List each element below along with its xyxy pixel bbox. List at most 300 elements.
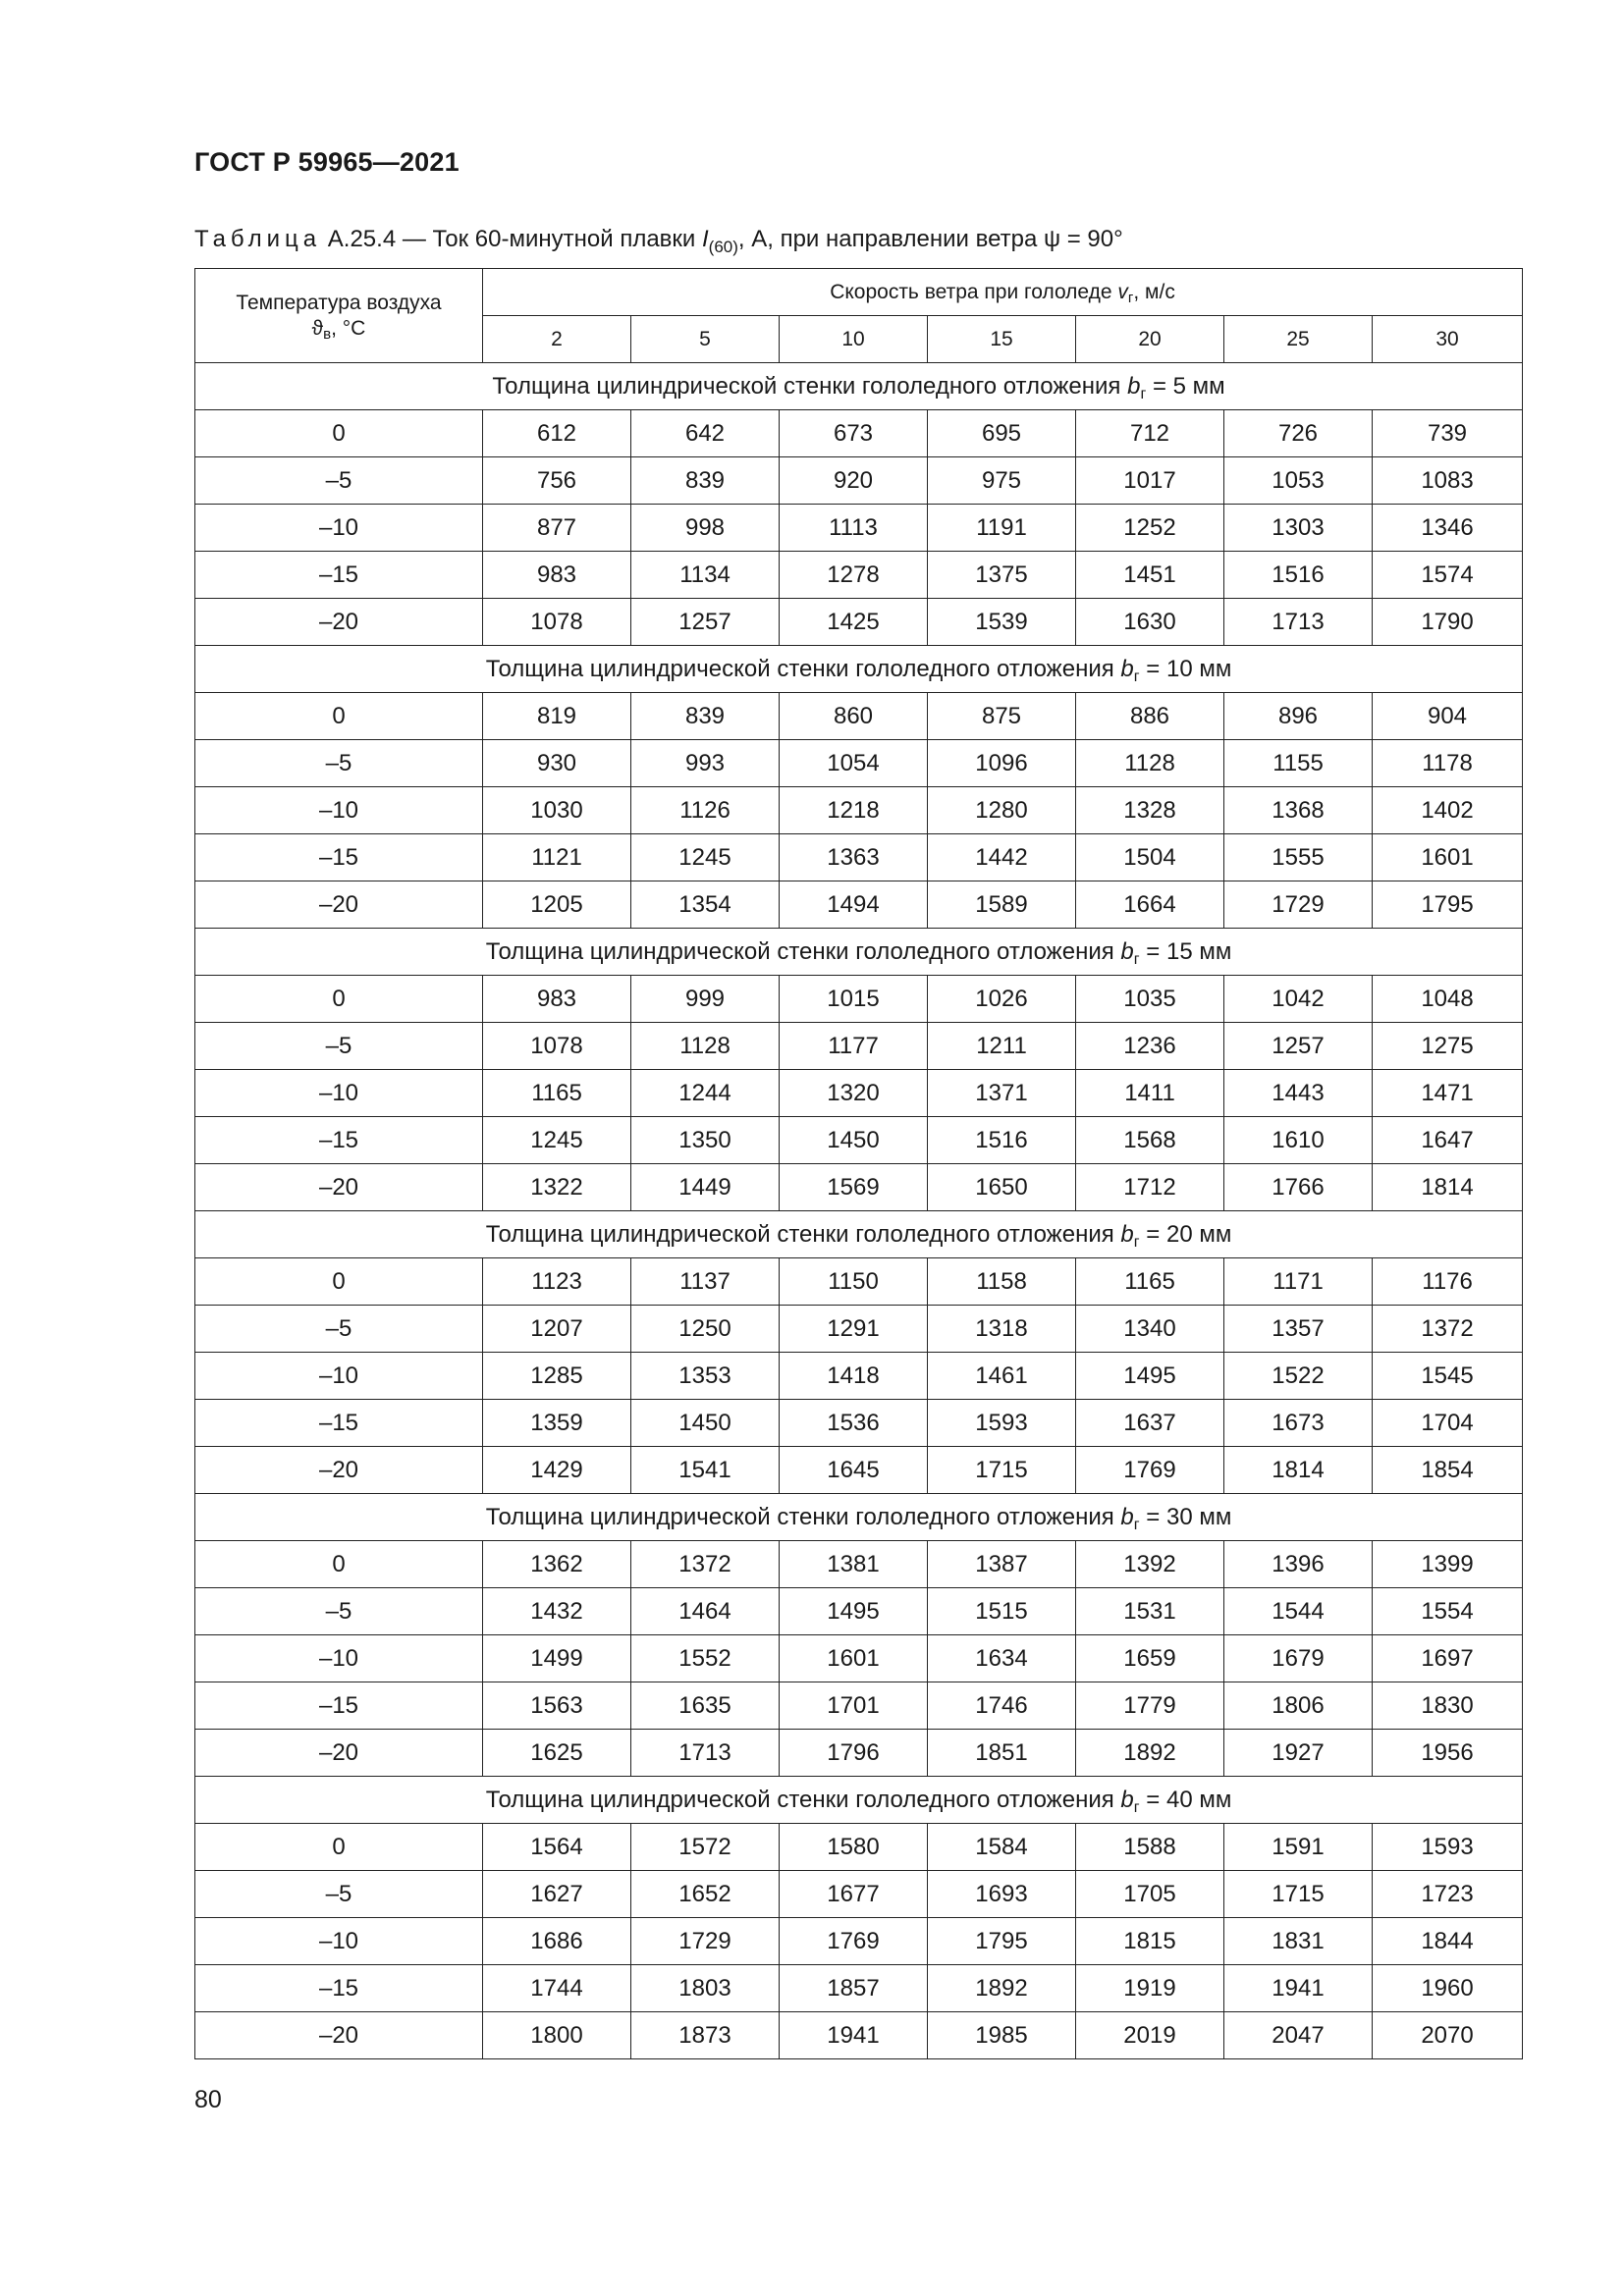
current-value-cell: 673: [780, 410, 928, 457]
current-value-cell: 1150: [780, 1258, 928, 1306]
current-value-cell: 1637: [1076, 1400, 1224, 1447]
section-symbol: b: [1120, 1220, 1134, 1248]
current-value-cell: 1121: [483, 834, 631, 881]
current-value-cell: 1723: [1373, 1871, 1523, 1918]
temperature-cell: 0: [195, 976, 483, 1023]
current-value-cell: 1236: [1076, 1023, 1224, 1070]
section-label: Толщина цилиндрической стенки гололедного отложения: [485, 1786, 1121, 1813]
table-row: [195, 1588, 1523, 1635]
current-value-cell: 1522: [1224, 1353, 1373, 1400]
current-value-cell: 1191: [928, 505, 1076, 552]
table-row: [195, 457, 1523, 505]
current-value-cell: 726: [1224, 410, 1373, 457]
temperature-cell: 0: [195, 410, 483, 457]
section-label: Толщина цилиндрической стенки гололедного отложения: [485, 937, 1121, 965]
current-value-cell: 993: [631, 740, 780, 787]
current-value-cell: 1545: [1373, 1353, 1523, 1400]
temperature-cell: –5: [195, 1871, 483, 1918]
table-row: [195, 1258, 1523, 1306]
current-value-cell: 1353: [631, 1353, 780, 1400]
section-row: [195, 1777, 1523, 1824]
current-value-cell: 1536: [780, 1400, 928, 1447]
current-value-cell: 1630: [1076, 599, 1224, 646]
current-value-cell: 612: [483, 410, 631, 457]
table-row: [195, 1447, 1523, 1494]
wind-speed-2: 10: [780, 316, 928, 363]
current-value-cell: 819: [483, 693, 631, 740]
current-value-cell: 1701: [780, 1682, 928, 1730]
current-value-cell: 1814: [1373, 1164, 1523, 1211]
current-value-cell: 1652: [631, 1871, 780, 1918]
current-value-cell: 1857: [780, 1965, 928, 2012]
current-value-cell: 1803: [631, 1965, 780, 2012]
table-row: [195, 976, 1523, 1023]
table-row: [195, 1070, 1523, 1117]
table-row: [195, 1117, 1523, 1164]
current-value-cell: 1178: [1373, 740, 1523, 787]
current-value-cell: 1392: [1076, 1541, 1224, 1588]
wind-speed-3: 15: [928, 316, 1076, 363]
temperature-cell: –15: [195, 1682, 483, 1730]
section-thickness: = 20 мм: [1139, 1220, 1232, 1248]
page-number: 80: [194, 2086, 222, 2113]
current-value-cell: 1713: [1224, 599, 1373, 646]
current-value-cell: 1450: [780, 1117, 928, 1164]
temperature-header-sub: в: [323, 325, 332, 343]
current-value-cell: 1429: [483, 1447, 631, 1494]
temperature-cell: –5: [195, 1588, 483, 1635]
temperature-cell: –5: [195, 457, 483, 505]
current-value-cell: 1328: [1076, 787, 1224, 834]
current-value-cell: 1580: [780, 1824, 928, 1871]
current-value-cell: 1919: [1076, 1965, 1224, 2012]
table-row: [195, 1635, 1523, 1682]
current-value-cell: 1359: [483, 1400, 631, 1447]
current-value-cell: 1176: [1373, 1258, 1523, 1306]
current-value-cell: 1322: [483, 1164, 631, 1211]
section-row: [195, 363, 1523, 410]
temperature-cell: –10: [195, 787, 483, 834]
current-value-cell: 2070: [1373, 2012, 1523, 2059]
current-value-cell: 1030: [483, 787, 631, 834]
current-value-cell: 1854: [1373, 1447, 1523, 1494]
current-value-cell: 1941: [1224, 1965, 1373, 2012]
current-value-cell: 1387: [928, 1541, 1076, 1588]
current-value-cell: 1128: [631, 1023, 780, 1070]
caption-symbol: I: [702, 226, 709, 252]
current-value-cell: 1096: [928, 740, 1076, 787]
current-value-cell: 1795: [928, 1918, 1076, 1965]
section-title: [195, 363, 1523, 410]
table-row: [195, 787, 1523, 834]
current-value-cell: 1659: [1076, 1635, 1224, 1682]
current-value-cell: 1568: [1076, 1117, 1224, 1164]
table-row: [195, 2012, 1523, 2059]
current-value-cell: 1368: [1224, 787, 1373, 834]
current-value-cell: 1207: [483, 1306, 631, 1353]
temperature-cell: –20: [195, 881, 483, 929]
current-value-cell: 1432: [483, 1588, 631, 1635]
current-value-cell: 1779: [1076, 1682, 1224, 1730]
current-value-cell: 1211: [928, 1023, 1076, 1070]
current-value-cell: 1746: [928, 1682, 1076, 1730]
current-value-cell: 1715: [928, 1447, 1076, 1494]
current-value-cell: 1531: [1076, 1588, 1224, 1635]
current-value-cell: 1244: [631, 1070, 780, 1117]
current-value-cell: 1673: [1224, 1400, 1373, 1447]
wind-speed-header-sub: г: [1127, 289, 1134, 306]
current-value-cell: 1795: [1373, 881, 1523, 929]
current-value-cell: 999: [631, 976, 780, 1023]
current-value-cell: 1278: [780, 552, 928, 599]
section-label: Толщина цилиндрической стенки гололедного отложения: [485, 655, 1121, 682]
current-value-cell: 1451: [1076, 552, 1224, 599]
current-value-cell: 1026: [928, 976, 1076, 1023]
temperature-cell: –5: [195, 1023, 483, 1070]
current-value-cell: 998: [631, 505, 780, 552]
wind-speed-header: [483, 269, 1523, 316]
temperature-cell: 0: [195, 1541, 483, 1588]
current-value-cell: 1053: [1224, 457, 1373, 505]
current-value-cell: 1831: [1224, 1918, 1373, 1965]
current-value-cell: 1769: [780, 1918, 928, 1965]
current-value-cell: 1350: [631, 1117, 780, 1164]
wind-speed-0: 2: [483, 316, 631, 363]
table-row: [195, 410, 1523, 457]
table-row: [195, 1871, 1523, 1918]
section-label: Толщина цилиндрической стенки гололедного отложения: [485, 1220, 1121, 1248]
current-value-cell: 1078: [483, 1023, 631, 1070]
current-value-cell: 1285: [483, 1353, 631, 1400]
current-value-cell: 1555: [1224, 834, 1373, 881]
temperature-cell: –20: [195, 1164, 483, 1211]
current-value-cell: 1442: [928, 834, 1076, 881]
current-value-cell: 1291: [780, 1306, 928, 1353]
current-value-cell: 1625: [483, 1730, 631, 1777]
document-header: ГОСТ Р 59965—2021: [194, 147, 460, 177]
section-row: [195, 1211, 1523, 1258]
current-value-cell: 1340: [1076, 1306, 1224, 1353]
temperature-header-symbol: ϑ: [311, 316, 324, 340]
current-value-cell: 695: [928, 410, 1076, 457]
current-value-cell: 1048: [1373, 976, 1523, 1023]
section-symbol-sub: г: [1133, 667, 1140, 685]
current-value-cell: 1769: [1076, 1447, 1224, 1494]
wind-speed-1: 5: [631, 316, 780, 363]
current-value-cell: 1851: [928, 1730, 1076, 1777]
current-value-cell: 1354: [631, 881, 780, 929]
current-value-cell: 1712: [1076, 1164, 1224, 1211]
current-value-cell: 1245: [631, 834, 780, 881]
current-value-cell: 1584: [928, 1824, 1076, 1871]
temperature-cell: –20: [195, 2012, 483, 2059]
table-row: [195, 1023, 1523, 1070]
current-value-cell: 1729: [1224, 881, 1373, 929]
current-value-cell: 1495: [1076, 1353, 1224, 1400]
current-value-cell: 1017: [1076, 457, 1224, 505]
table-row: [195, 1353, 1523, 1400]
current-value-cell: 839: [631, 457, 780, 505]
section-row: [195, 1494, 1523, 1541]
current-value-cell: 1729: [631, 1918, 780, 1965]
table-row: [195, 1918, 1523, 1965]
section-symbol-sub: г: [1133, 1516, 1140, 1533]
current-value-cell: 1126: [631, 787, 780, 834]
temperature-cell: –15: [195, 1400, 483, 1447]
current-value-cell: 1425: [780, 599, 928, 646]
current-value-cell: 1078: [483, 599, 631, 646]
temperature-cell: –5: [195, 1306, 483, 1353]
current-value-cell: 1541: [631, 1447, 780, 1494]
current-value-cell: 904: [1373, 693, 1523, 740]
current-value-cell: 1205: [483, 881, 631, 929]
temperature-cell: –10: [195, 1635, 483, 1682]
wind-speed-5: 25: [1224, 316, 1373, 363]
current-value-cell: 1664: [1076, 881, 1224, 929]
current-value-cell: 1083: [1373, 457, 1523, 505]
current-value-cell: 739: [1373, 410, 1523, 457]
section-row: [195, 646, 1523, 693]
current-value-cell: 1574: [1373, 552, 1523, 599]
section-row: [195, 929, 1523, 976]
current-value-cell: 975: [928, 457, 1076, 505]
current-value-cell: 1635: [631, 1682, 780, 1730]
current-value-cell: 1713: [631, 1730, 780, 1777]
current-value-cell: 1320: [780, 1070, 928, 1117]
current-value-cell: 1679: [1224, 1635, 1373, 1682]
temperature-cell: –15: [195, 552, 483, 599]
caption-suffix: , А, при направлении ветра ψ = 90°: [737, 226, 1123, 252]
current-value-cell: 1499: [483, 1635, 631, 1682]
current-value-cell: 1844: [1373, 1918, 1523, 1965]
current-value-cell: 1815: [1076, 1918, 1224, 1965]
current-value-cell: 1697: [1373, 1635, 1523, 1682]
table-row: [195, 740, 1523, 787]
current-value-cell: 1715: [1224, 1871, 1373, 1918]
current-value-cell: 1539: [928, 599, 1076, 646]
current-value-cell: 1677: [780, 1871, 928, 1918]
current-value-cell: 1806: [1224, 1682, 1373, 1730]
wind-speed-header-prefix: Скорость ветра при гололеде: [830, 280, 1118, 303]
table-row: [195, 505, 1523, 552]
temperature-cell: –10: [195, 505, 483, 552]
current-value-cell: 1375: [928, 552, 1076, 599]
current-value-cell: 983: [483, 552, 631, 599]
temperature-cell: –20: [195, 1447, 483, 1494]
current-value-cell: 1155: [1224, 740, 1373, 787]
current-value-cell: 1015: [780, 976, 928, 1023]
section-title: [195, 1777, 1523, 1824]
current-value-cell: 1634: [928, 1635, 1076, 1682]
current-value-cell: 1372: [631, 1541, 780, 1588]
current-value-cell: 712: [1076, 410, 1224, 457]
current-value-cell: 1381: [780, 1541, 928, 1588]
current-value-cell: 1941: [780, 2012, 928, 2059]
current-value-cell: 1693: [928, 1871, 1076, 1918]
current-value-cell: 1564: [483, 1824, 631, 1871]
section-thickness: = 10 мм: [1139, 655, 1232, 682]
current-value-cell: 1165: [483, 1070, 631, 1117]
current-value-cell: 2019: [1076, 2012, 1224, 2059]
current-value-cell: 642: [631, 410, 780, 457]
table-row: [195, 1824, 1523, 1871]
current-value-cell: 1927: [1224, 1730, 1373, 1777]
table-row: [195, 1965, 1523, 2012]
table-row: [195, 1306, 1523, 1353]
temperature-header-line1: Температура воздуха: [236, 291, 442, 314]
temperature-cell: –15: [195, 1965, 483, 2012]
wind-speed-6: 30: [1373, 316, 1523, 363]
temperature-cell: –20: [195, 599, 483, 646]
current-value-cell: 1554: [1373, 1588, 1523, 1635]
section-symbol: b: [1120, 655, 1134, 682]
section-title: [195, 646, 1523, 693]
section-symbol-sub: г: [1133, 950, 1140, 968]
current-value-cell: 1158: [928, 1258, 1076, 1306]
current-value-cell: 1985: [928, 2012, 1076, 2059]
current-value-cell: 875: [928, 693, 1076, 740]
current-value-cell: 1411: [1076, 1070, 1224, 1117]
current-value-cell: 886: [1076, 693, 1224, 740]
current-value-cell: 1569: [780, 1164, 928, 1211]
table-row: [195, 1541, 1523, 1588]
current-value-cell: 1495: [780, 1588, 928, 1635]
temperature-cell: –15: [195, 1117, 483, 1164]
current-value-cell: 1593: [928, 1400, 1076, 1447]
temperature-cell: 0: [195, 1258, 483, 1306]
current-value-cell: 1956: [1373, 1730, 1523, 1777]
current-value-cell: 1362: [483, 1541, 631, 1588]
current-value-cell: 1873: [631, 2012, 780, 2059]
section-symbol: b: [1120, 937, 1134, 965]
current-value-cell: 1593: [1373, 1824, 1523, 1871]
section-thickness: = 15 мм: [1139, 937, 1232, 965]
current-value-cell: 1601: [1373, 834, 1523, 881]
section-title: [195, 929, 1523, 976]
section-label: Толщина цилиндрической стенки гололедного отложения: [485, 1503, 1121, 1530]
current-value-cell: 930: [483, 740, 631, 787]
table-row: [195, 834, 1523, 881]
current-value-cell: 1589: [928, 881, 1076, 929]
current-value-cell: 839: [631, 693, 780, 740]
temperature-header: [195, 269, 483, 363]
current-value-cell: 1449: [631, 1164, 780, 1211]
current-value-cell: 1318: [928, 1306, 1076, 1353]
current-value-cell: 896: [1224, 693, 1373, 740]
current-value-cell: 1892: [1076, 1730, 1224, 1777]
table-row: [195, 1730, 1523, 1777]
current-value-cell: 860: [780, 693, 928, 740]
current-value-cell: 1450: [631, 1400, 780, 1447]
current-value-cell: 983: [483, 976, 631, 1023]
current-value-cell: 1830: [1373, 1682, 1523, 1730]
current-value-cell: 1399: [1373, 1541, 1523, 1588]
caption-prefix: А.25.4 — Ток 60-минутной плавки: [321, 226, 702, 252]
current-value-cell: 1171: [1224, 1258, 1373, 1306]
current-value-cell: 1494: [780, 881, 928, 929]
section-symbol-sub: г: [1133, 1798, 1140, 1816]
current-value-cell: 1113: [780, 505, 928, 552]
current-value-cell: 1035: [1076, 976, 1224, 1023]
current-value-cell: 1371: [928, 1070, 1076, 1117]
section-thickness: = 5 мм: [1146, 372, 1225, 400]
temperature-cell: 0: [195, 1824, 483, 1871]
current-value-cell: 1137: [631, 1258, 780, 1306]
current-value-cell: 877: [483, 505, 631, 552]
wind-speed-4: 20: [1076, 316, 1224, 363]
section-symbol: b: [1120, 1786, 1134, 1813]
current-value-cell: 1892: [928, 1965, 1076, 2012]
current-value-cell: 1796: [780, 1730, 928, 1777]
current-value-cell: 1245: [483, 1117, 631, 1164]
current-value-cell: 1471: [1373, 1070, 1523, 1117]
current-value-cell: 1814: [1224, 1447, 1373, 1494]
current-value-cell: 1552: [631, 1635, 780, 1682]
current-value-cell: 1544: [1224, 1588, 1373, 1635]
current-value-cell: 1704: [1373, 1400, 1523, 1447]
current-value-cell: 1766: [1224, 1164, 1373, 1211]
wind-speed-header-symbol: v: [1117, 280, 1128, 303]
current-value-cell: 1645: [780, 1447, 928, 1494]
data-table: [194, 268, 1523, 2059]
current-value-cell: 1790: [1373, 599, 1523, 646]
current-value-cell: 1357: [1224, 1306, 1373, 1353]
temperature-header-unit: , °С: [331, 316, 366, 340]
current-value-cell: 1650: [928, 1164, 1076, 1211]
current-value-cell: 920: [780, 457, 928, 505]
current-value-cell: 1418: [780, 1353, 928, 1400]
current-value-cell: 1275: [1373, 1023, 1523, 1070]
current-value-cell: 1461: [928, 1353, 1076, 1400]
table-body: [195, 363, 1523, 2059]
current-value-cell: 2047: [1224, 2012, 1373, 2059]
current-value-cell: 1464: [631, 1588, 780, 1635]
temperature-cell: –10: [195, 1918, 483, 1965]
current-value-cell: 1610: [1224, 1117, 1373, 1164]
temperature-cell: –10: [195, 1353, 483, 1400]
section-title: [195, 1211, 1523, 1258]
current-value-cell: 1346: [1373, 505, 1523, 552]
current-value-cell: 1280: [928, 787, 1076, 834]
current-value-cell: 1372: [1373, 1306, 1523, 1353]
table-row: [195, 693, 1523, 740]
section-label: Толщина цилиндрической стенки гололедного отложения: [492, 372, 1128, 400]
wind-speed-header-unit: , м/с: [1133, 280, 1175, 303]
current-value-cell: 1705: [1076, 1871, 1224, 1918]
current-value-cell: 1960: [1373, 1965, 1523, 2012]
current-value-cell: 1257: [631, 599, 780, 646]
table-row: [195, 599, 1523, 646]
section-thickness: = 40 мм: [1139, 1786, 1232, 1813]
current-value-cell: 1515: [928, 1588, 1076, 1635]
current-value-cell: 1123: [483, 1258, 631, 1306]
section-symbol: b: [1120, 1503, 1134, 1530]
current-value-cell: 1591: [1224, 1824, 1373, 1871]
current-value-cell: 1257: [1224, 1023, 1373, 1070]
table-row: [195, 881, 1523, 929]
table-row: [195, 1400, 1523, 1447]
current-value-cell: 1402: [1373, 787, 1523, 834]
section-symbol-sub: г: [1140, 385, 1147, 402]
current-value-cell: 1134: [631, 552, 780, 599]
current-value-cell: 1686: [483, 1918, 631, 1965]
current-value-cell: 1627: [483, 1871, 631, 1918]
table-row: [195, 552, 1523, 599]
current-value-cell: 1250: [631, 1306, 780, 1353]
current-value-cell: 1218: [780, 787, 928, 834]
temperature-cell: –15: [195, 834, 483, 881]
table-caption: [194, 226, 1123, 256]
